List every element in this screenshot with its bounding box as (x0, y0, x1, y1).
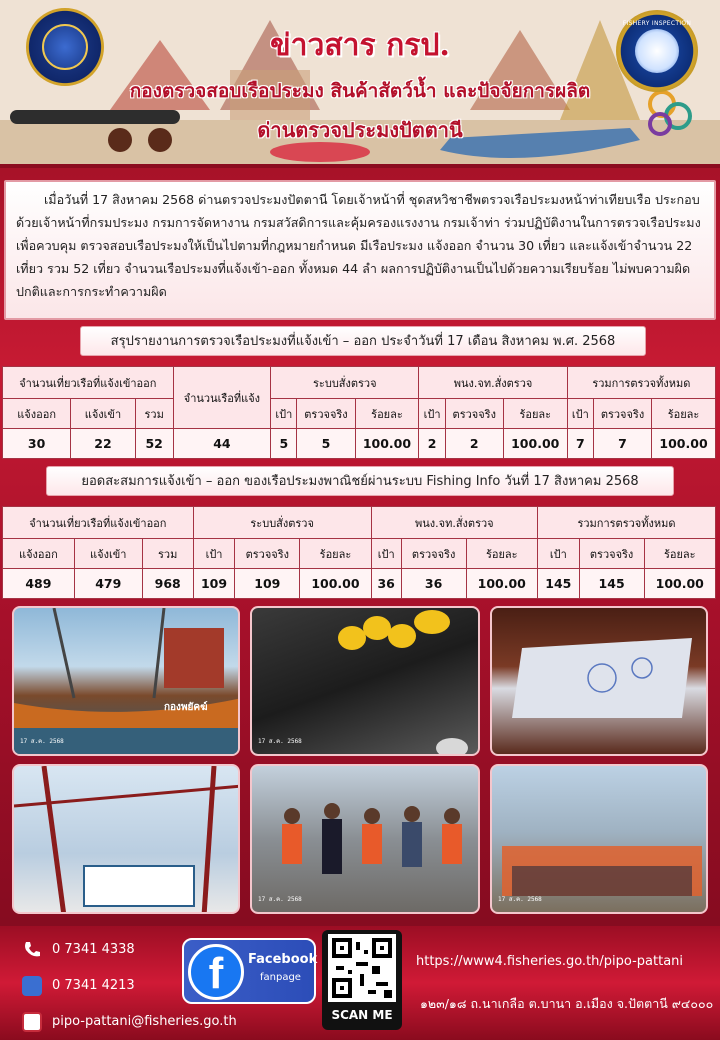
header-actual: ตรวจจริง (579, 539, 644, 569)
fax-number: 0 7341 4213 (52, 978, 135, 993)
table-cell: 109 (235, 569, 300, 599)
header-out: แจ้งออก (3, 539, 75, 569)
header-in: แจ้งเข้า (71, 399, 135, 429)
table-cell: 7 (567, 429, 593, 459)
page-title: ข่าวสาร กรป. (270, 28, 450, 63)
table-cell: 36 (401, 569, 466, 599)
facebook-label: Facebook (248, 952, 318, 967)
table-cell: 100.00 (503, 429, 567, 459)
address-text: ๑๒๓/๑๘ ถ.นาเกลือ ต.บานา อ.เมือง จ.ปัตตานี ๙๔๐๐๐ (420, 996, 714, 1011)
table-cell: 100.00 (466, 569, 537, 599)
table-cell: 44 (173, 429, 271, 459)
header-actual: ตรวจจริง (297, 399, 355, 429)
facebook-sub-label: fanpage (260, 972, 301, 983)
photo-timestamp: 17 ส.ค. 2568 (258, 738, 302, 745)
header-target: เป้า (371, 539, 401, 569)
facebook-icon: f (188, 944, 244, 1000)
header-system-ordered: ระบบสั่งตรวจ (193, 507, 371, 539)
header-trips: จำนวนเที่ยวเรือที่แจ้งเข้าออก (3, 367, 174, 399)
page-subtitle: กองตรวจสอบเรือประมง สินค้าสัตว์น้ำ และปัจจัยการผลิต (129, 80, 591, 102)
header-target: เป้า (537, 539, 579, 569)
header-total-inspection: รวมการตรวจทั้งหมด (537, 507, 715, 539)
daily-inspection-table (2, 366, 716, 459)
scan-me-label: SCAN ME (331, 1008, 393, 1022)
photo-fish-hold-ice (490, 606, 708, 756)
table-cell: 145 (579, 569, 644, 599)
header-trips: จำนวนเที่ยวเรือที่แจ้งเข้าออก (3, 507, 194, 539)
unit-name: ด่านตรวจประมงปัตตานี (257, 118, 463, 142)
table-cell: 968 (142, 569, 193, 599)
table-cell: 5 (271, 429, 297, 459)
phone-icon (22, 940, 42, 960)
table-cell: 479 (74, 569, 142, 599)
header-boats: จำนวนเรือที่แจ้ง (173, 367, 271, 429)
table-cell: 7 (593, 429, 651, 459)
table-cell: 109 (193, 569, 235, 599)
table-cell: 30 (3, 429, 71, 459)
right-logo-text: FISHERY INSPECTION (622, 20, 692, 27)
table2-title: ยอดสะสมการแจ้งเข้า – ออก ของเรือประมงพาณิชย์ผ่านระบบ Fishing Info วันที่ 17 สิงหาคม 2568 (46, 466, 674, 496)
header-percent: ร้อยละ (652, 399, 716, 429)
photo-timestamp: 17 ส.ค. 2568 (258, 896, 302, 903)
email-address: pipo-pattani@fisheries.go.th (52, 1014, 237, 1029)
header-officer-ordered: พนง.จท.สั่งตรวจ (419, 367, 567, 399)
table-cell: 489 (3, 569, 75, 599)
header-actual: ตรวจจริง (401, 539, 466, 569)
photo-fishing-net-floats (250, 606, 480, 756)
table-cell: 100.00 (355, 429, 419, 459)
header-target: เป้า (271, 399, 297, 429)
photo-timestamp: 17 ส.ค. 2568 (498, 896, 542, 903)
boat-hull-illustration (14, 608, 240, 756)
table-row (3, 569, 716, 599)
header-target: เป้า (193, 539, 235, 569)
qr-code-icon (328, 934, 396, 1002)
header-actual: ตรวจจริง (445, 399, 503, 429)
header-percent: ร้อยละ (644, 539, 715, 569)
header-percent: ร้อยละ (503, 399, 567, 429)
table-cell: 100.00 (300, 569, 371, 599)
header-in: แจ้งเข้า (74, 539, 142, 569)
cumulative-fishing-info-table (2, 506, 716, 599)
table-cell: 2 (419, 429, 445, 459)
header-percent: ร้อยละ (466, 539, 537, 569)
header-total: รวม (142, 539, 193, 569)
table-cell: 36 (371, 569, 401, 599)
mail-icon (22, 1012, 42, 1032)
news-paragraph: เมื่อวันที่ 17 สิงหาคม 2568 ด่านตรวจประมงปัตตานี โดยเจ้าหน้าที่ ชุดสหวิชาชีพตรวจเรือประมงหน้าท่าเทียบเรือ ประกอบด้วยเจ้าหน้าที่กรมประมง กรมการจัดหางาน กรมสวัสดิการและคุ้มครองแรงงาน กรมเจ้าท่า ร่วมปฏิบัติงานในการตรวจเรือประมง เพื่อควบคุม ตรวจสอบเรือประมงให้เป็นไปตามที่กฎหมายกำหนด มีเรือประมง แจ้งออก จำนวน 30 เที่ยว และแจ้งเข้าจำนวน 22 เที่ยว รวม 52 เที่ยว จำนวนเรือประมงที่แจ้งเข้า-ออก ทั้งหมด 44 ลำ ผลการปฏิบัติงานเป็นไปด้วยความเรียบร้อย ไม่พบความผิดปกติและการกระทำความผิด (4, 180, 716, 320)
header-out: แจ้งออก (3, 399, 71, 429)
header-actual: ตรวจจริง (593, 399, 651, 429)
crew-group-illustration (492, 766, 708, 914)
qr-code[interactable] (322, 930, 402, 1030)
boat-name-label: กองพยัคฆ์ (164, 702, 208, 713)
table-cell: 100.00 (644, 569, 715, 599)
photo-crew-group (490, 764, 708, 914)
table-row (3, 429, 716, 459)
facebook-fanpage-button[interactable] (182, 938, 316, 1004)
contact-footer (0, 926, 720, 1040)
header-percent: ร้อยละ (355, 399, 419, 429)
header-banner (0, 0, 720, 168)
header-total: รวม (135, 399, 173, 429)
photo-boat-mast (12, 764, 240, 914)
phone-number: 0 7341 4338 (52, 942, 135, 957)
crew-inspection-illustration (252, 766, 480, 914)
net-floats-illustration (252, 608, 480, 756)
header-total-inspection: รวมการตรวจทั้งหมด (567, 367, 715, 399)
table-cell: 145 (537, 569, 579, 599)
header-actual: ตรวจจริง (235, 539, 300, 569)
photo-crew-inspection (250, 764, 480, 914)
table-cell: 2 (445, 429, 503, 459)
boat-mast-illustration (14, 766, 240, 914)
table-cell: 22 (71, 429, 135, 459)
photo-fishing-boat-hull (12, 606, 240, 756)
fish-hold-illustration (492, 608, 708, 756)
fax-icon (22, 976, 42, 996)
website-link[interactable]: https://www4.fisheries.go.th/pipo-pattani (416, 954, 684, 969)
header-system-ordered: ระบบสั่งตรวจ (271, 367, 419, 399)
photo-timestamp: 17 ส.ค. 2568 (20, 738, 64, 745)
header-officer-ordered: พนง.จท.สั่งตรวจ (371, 507, 537, 539)
table-cell: 100.00 (652, 429, 716, 459)
table-cell: 52 (135, 429, 173, 459)
header-target: เป้า (567, 399, 593, 429)
table-cell: 5 (297, 429, 355, 459)
header-target: เป้า (419, 399, 445, 429)
header-percent: ร้อยละ (300, 539, 371, 569)
table1-title: สรุปรายงานการตรวจเรือประมงที่แจ้งเข้า – ออก ประจำวันที่ 17 เดือน สิงหาคม พ.ศ. 2568 (80, 326, 646, 356)
